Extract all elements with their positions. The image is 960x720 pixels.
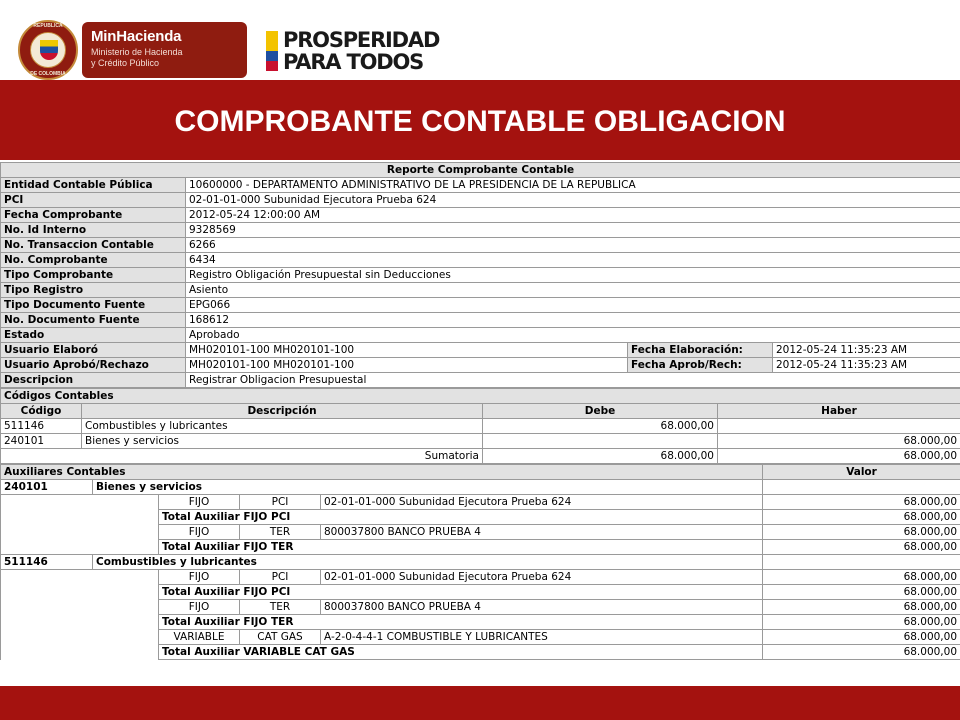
aux-total-valor: 68.000,00: [763, 540, 960, 555]
field-row: [1, 193, 960, 208]
indent-cell: [1, 540, 159, 555]
field-label: Tipo Registro: [1, 283, 186, 298]
report-heading-row: [1, 163, 960, 178]
aux-total-valor: 68.000,00: [763, 585, 960, 600]
field-label: Tipo Comprobante: [1, 268, 186, 283]
aux-item-row: [1, 570, 960, 585]
aux-group-codigo: 511146: [1, 555, 93, 570]
aux-total-row: [1, 510, 960, 525]
date-value: 2012-05-24 11:35:23 AM: [773, 343, 960, 358]
page-title: COMPROBANTE CONTABLE OBLIGACION: [174, 105, 786, 138]
aux-group-row: [1, 480, 960, 495]
aux-detalle: 02-01-01-000 Subunidad Ejecutora Prueba 624: [321, 570, 763, 585]
slogan-line-1: PROSPERIDAD: [283, 28, 440, 52]
indent-cell: [1, 585, 159, 600]
field-value: 2012-05-24 12:00:00 AM: [186, 208, 960, 223]
field-label: Entidad Contable Pública: [1, 178, 186, 193]
aux-tipo: CAT GAS: [240, 630, 321, 645]
ministry-name: MinHacienda: [91, 28, 182, 45]
sumatoria-debe: 68.000,00: [483, 449, 718, 464]
field-value: 9328569: [186, 223, 960, 238]
seal-inner: [30, 32, 66, 68]
field-row: [1, 178, 960, 193]
field-label: Estado: [1, 328, 186, 343]
slogan-line-2: PARA TODOS: [283, 50, 424, 74]
descripcion-row: [1, 373, 960, 388]
footer-band: [0, 686, 960, 720]
prosperidad-logo: [266, 28, 446, 74]
aux-tipo: PCI: [240, 495, 321, 510]
field-value: 02-01-01-000 Subunidad Ejecutora Prueba 624: [186, 193, 960, 208]
codigos-table: [0, 388, 960, 464]
indent-cell: [1, 495, 159, 510]
codigos-section-row: [1, 389, 960, 404]
descripcion-label: Descripcion: [1, 373, 186, 388]
debe-cell: [483, 434, 718, 449]
col-valor: Valor: [763, 465, 960, 480]
codigo-cell: 240101: [1, 434, 82, 449]
field-row: [1, 238, 960, 253]
field-label: No. Transaccion Contable: [1, 238, 186, 253]
field-label: No. Comprobante: [1, 253, 186, 268]
seal-bottom-text: DE COLOMBIA: [30, 71, 66, 77]
user-value: MH020101-100 MH020101-100: [186, 358, 628, 373]
aux-total-row: [1, 645, 960, 660]
aux-detalle: 800037800 BANCO PRUEBA 4: [321, 600, 763, 615]
indent-cell: [1, 645, 159, 660]
aux-total-row: [1, 615, 960, 630]
indent-cell: [1, 525, 159, 540]
aux-total-valor: 68.000,00: [763, 645, 960, 660]
colombia-seal-icon: [18, 20, 78, 80]
date-value: 2012-05-24 11:35:23 AM: [773, 358, 960, 373]
aux-detalle: A-2-0-4-4-1 COMBUSTIBLE Y LUBRICANTES: [321, 630, 763, 645]
descripcion-cell: Combustibles y lubricantes: [82, 419, 483, 434]
aux-total-label: Total Auxiliar FIJO PCI: [159, 510, 763, 525]
codigos-header-row: [1, 404, 960, 419]
aux-group-nombre: Bienes y servicios: [93, 480, 763, 495]
aux-item-row: [1, 630, 960, 645]
field-value: 6266: [186, 238, 960, 253]
aux-item-row: [1, 495, 960, 510]
field-row: [1, 313, 960, 328]
aux-total-label: Total Auxiliar FIJO TER: [159, 615, 763, 630]
field-value: Aprobado: [186, 328, 960, 343]
debe-cell: 68.000,00: [483, 419, 718, 434]
auxiliares-table: [0, 464, 960, 660]
shield-icon: [40, 40, 58, 60]
codigos-section-title: Códigos Contables: [1, 389, 960, 404]
user-value: MH020101-100 MH020101-100: [186, 343, 628, 358]
field-value: 6434: [186, 253, 960, 268]
field-row: [1, 268, 960, 283]
indent-cell: [1, 630, 159, 645]
indent-cell: [1, 600, 159, 615]
aux-clase: FIJO: [159, 495, 240, 510]
col-codigo: Código: [1, 404, 82, 419]
aux-total-row: [1, 585, 960, 600]
field-row: [1, 208, 960, 223]
aux-detalle: 800037800 BANCO PRUEBA 4: [321, 525, 763, 540]
flag-bars-icon: [266, 31, 278, 71]
aux-tipo: TER: [240, 525, 321, 540]
report-heading: Reporte Comprobante Contable: [1, 163, 960, 178]
codigo-row: [1, 419, 960, 434]
aux-total-valor: 68.000,00: [763, 615, 960, 630]
field-label: No. Id Interno: [1, 223, 186, 238]
aux-clase: FIJO: [159, 525, 240, 540]
indent-cell: [1, 510, 159, 525]
aux-valor: 68.000,00: [763, 630, 960, 645]
date-label: Fecha Elaboración:: [628, 343, 773, 358]
aux-total-row: [1, 540, 960, 555]
ministry-sub-2: y Crédito Público: [91, 58, 160, 68]
aux-valor: 68.000,00: [763, 600, 960, 615]
aux-valor: 68.000,00: [763, 525, 960, 540]
user-label: Usuario Aprobó/Rechazo: [1, 358, 186, 373]
sumatoria-label: Sumatoria: [1, 449, 483, 464]
field-value: Asiento: [186, 283, 960, 298]
user-row: [1, 358, 960, 373]
codigo-row: [1, 434, 960, 449]
aux-group-nombre: Combustibles y lubricantes: [93, 555, 763, 570]
user-row: [1, 343, 960, 358]
aux-valor: 68.000,00: [763, 495, 960, 510]
date-label: Fecha Aprob/Rech:: [628, 358, 773, 373]
aux-clase: FIJO: [159, 600, 240, 615]
aux-section-row: [1, 465, 960, 480]
aux-total-label: Total Auxiliar FIJO PCI: [159, 585, 763, 600]
aux-total-valor: 68.000,00: [763, 510, 960, 525]
col-debe: Debe: [483, 404, 718, 419]
aux-group-codigo: 240101: [1, 480, 93, 495]
haber-cell: [718, 419, 960, 434]
aux-item-row: [1, 525, 960, 540]
indent-cell: [1, 570, 159, 585]
aux-item-row: [1, 600, 960, 615]
field-label: No. Documento Fuente: [1, 313, 186, 328]
aux-clase: FIJO: [159, 570, 240, 585]
field-label: Tipo Documento Fuente: [1, 298, 186, 313]
haber-cell: 68.000,00: [718, 434, 960, 449]
field-value: 10600000 - DEPARTAMENTO ADMINISTRATIVO DE LA PRESIDENCIA DE LA REPUBLICA: [186, 178, 960, 193]
aux-total-label: Total Auxiliar FIJO TER: [159, 540, 763, 555]
aux-clase: VARIABLE: [159, 630, 240, 645]
indent-cell: [1, 615, 159, 630]
field-row: [1, 253, 960, 268]
aux-group-empty: [763, 480, 960, 495]
field-value: EPG066: [186, 298, 960, 313]
ministry-sub-1: Ministerio de Hacienda: [91, 47, 183, 57]
field-label: PCI: [1, 193, 186, 208]
report-header-table: [0, 162, 960, 388]
report-document: [0, 162, 960, 686]
aux-total-label: Total Auxiliar VARIABLE CAT GAS: [159, 645, 763, 660]
aux-tipo: TER: [240, 600, 321, 615]
descripcion-cell: Bienes y servicios: [82, 434, 483, 449]
aux-group-empty: [763, 555, 960, 570]
sumatoria-row: [1, 449, 960, 464]
seal-top-text: REPUBLICA: [33, 23, 63, 29]
aux-valor: 68.000,00: [763, 570, 960, 585]
aux-section-title: Auxiliares Contables: [1, 465, 763, 480]
col-haber: Haber: [718, 404, 960, 419]
field-row: [1, 298, 960, 313]
field-label: Fecha Comprobante: [1, 208, 186, 223]
field-row: [1, 223, 960, 238]
field-value: Registro Obligación Presupuestal sin Deducciones: [186, 268, 960, 283]
aux-detalle: 02-01-01-000 Subunidad Ejecutora Prueba 624: [321, 495, 763, 510]
ministry-logo: [82, 22, 247, 78]
field-value: 168612: [186, 313, 960, 328]
codigo-cell: 511146: [1, 419, 82, 434]
user-label: Usuario Elaboró: [1, 343, 186, 358]
col-descripcion: Descripción: [82, 404, 483, 419]
descripcion-value: Registrar Obligacion Presupuestal: [186, 373, 960, 388]
field-row: [1, 283, 960, 298]
aux-group-row: [1, 555, 960, 570]
aux-tipo: PCI: [240, 570, 321, 585]
sumatoria-haber: 68.000,00: [718, 449, 960, 464]
field-row: [1, 328, 960, 343]
